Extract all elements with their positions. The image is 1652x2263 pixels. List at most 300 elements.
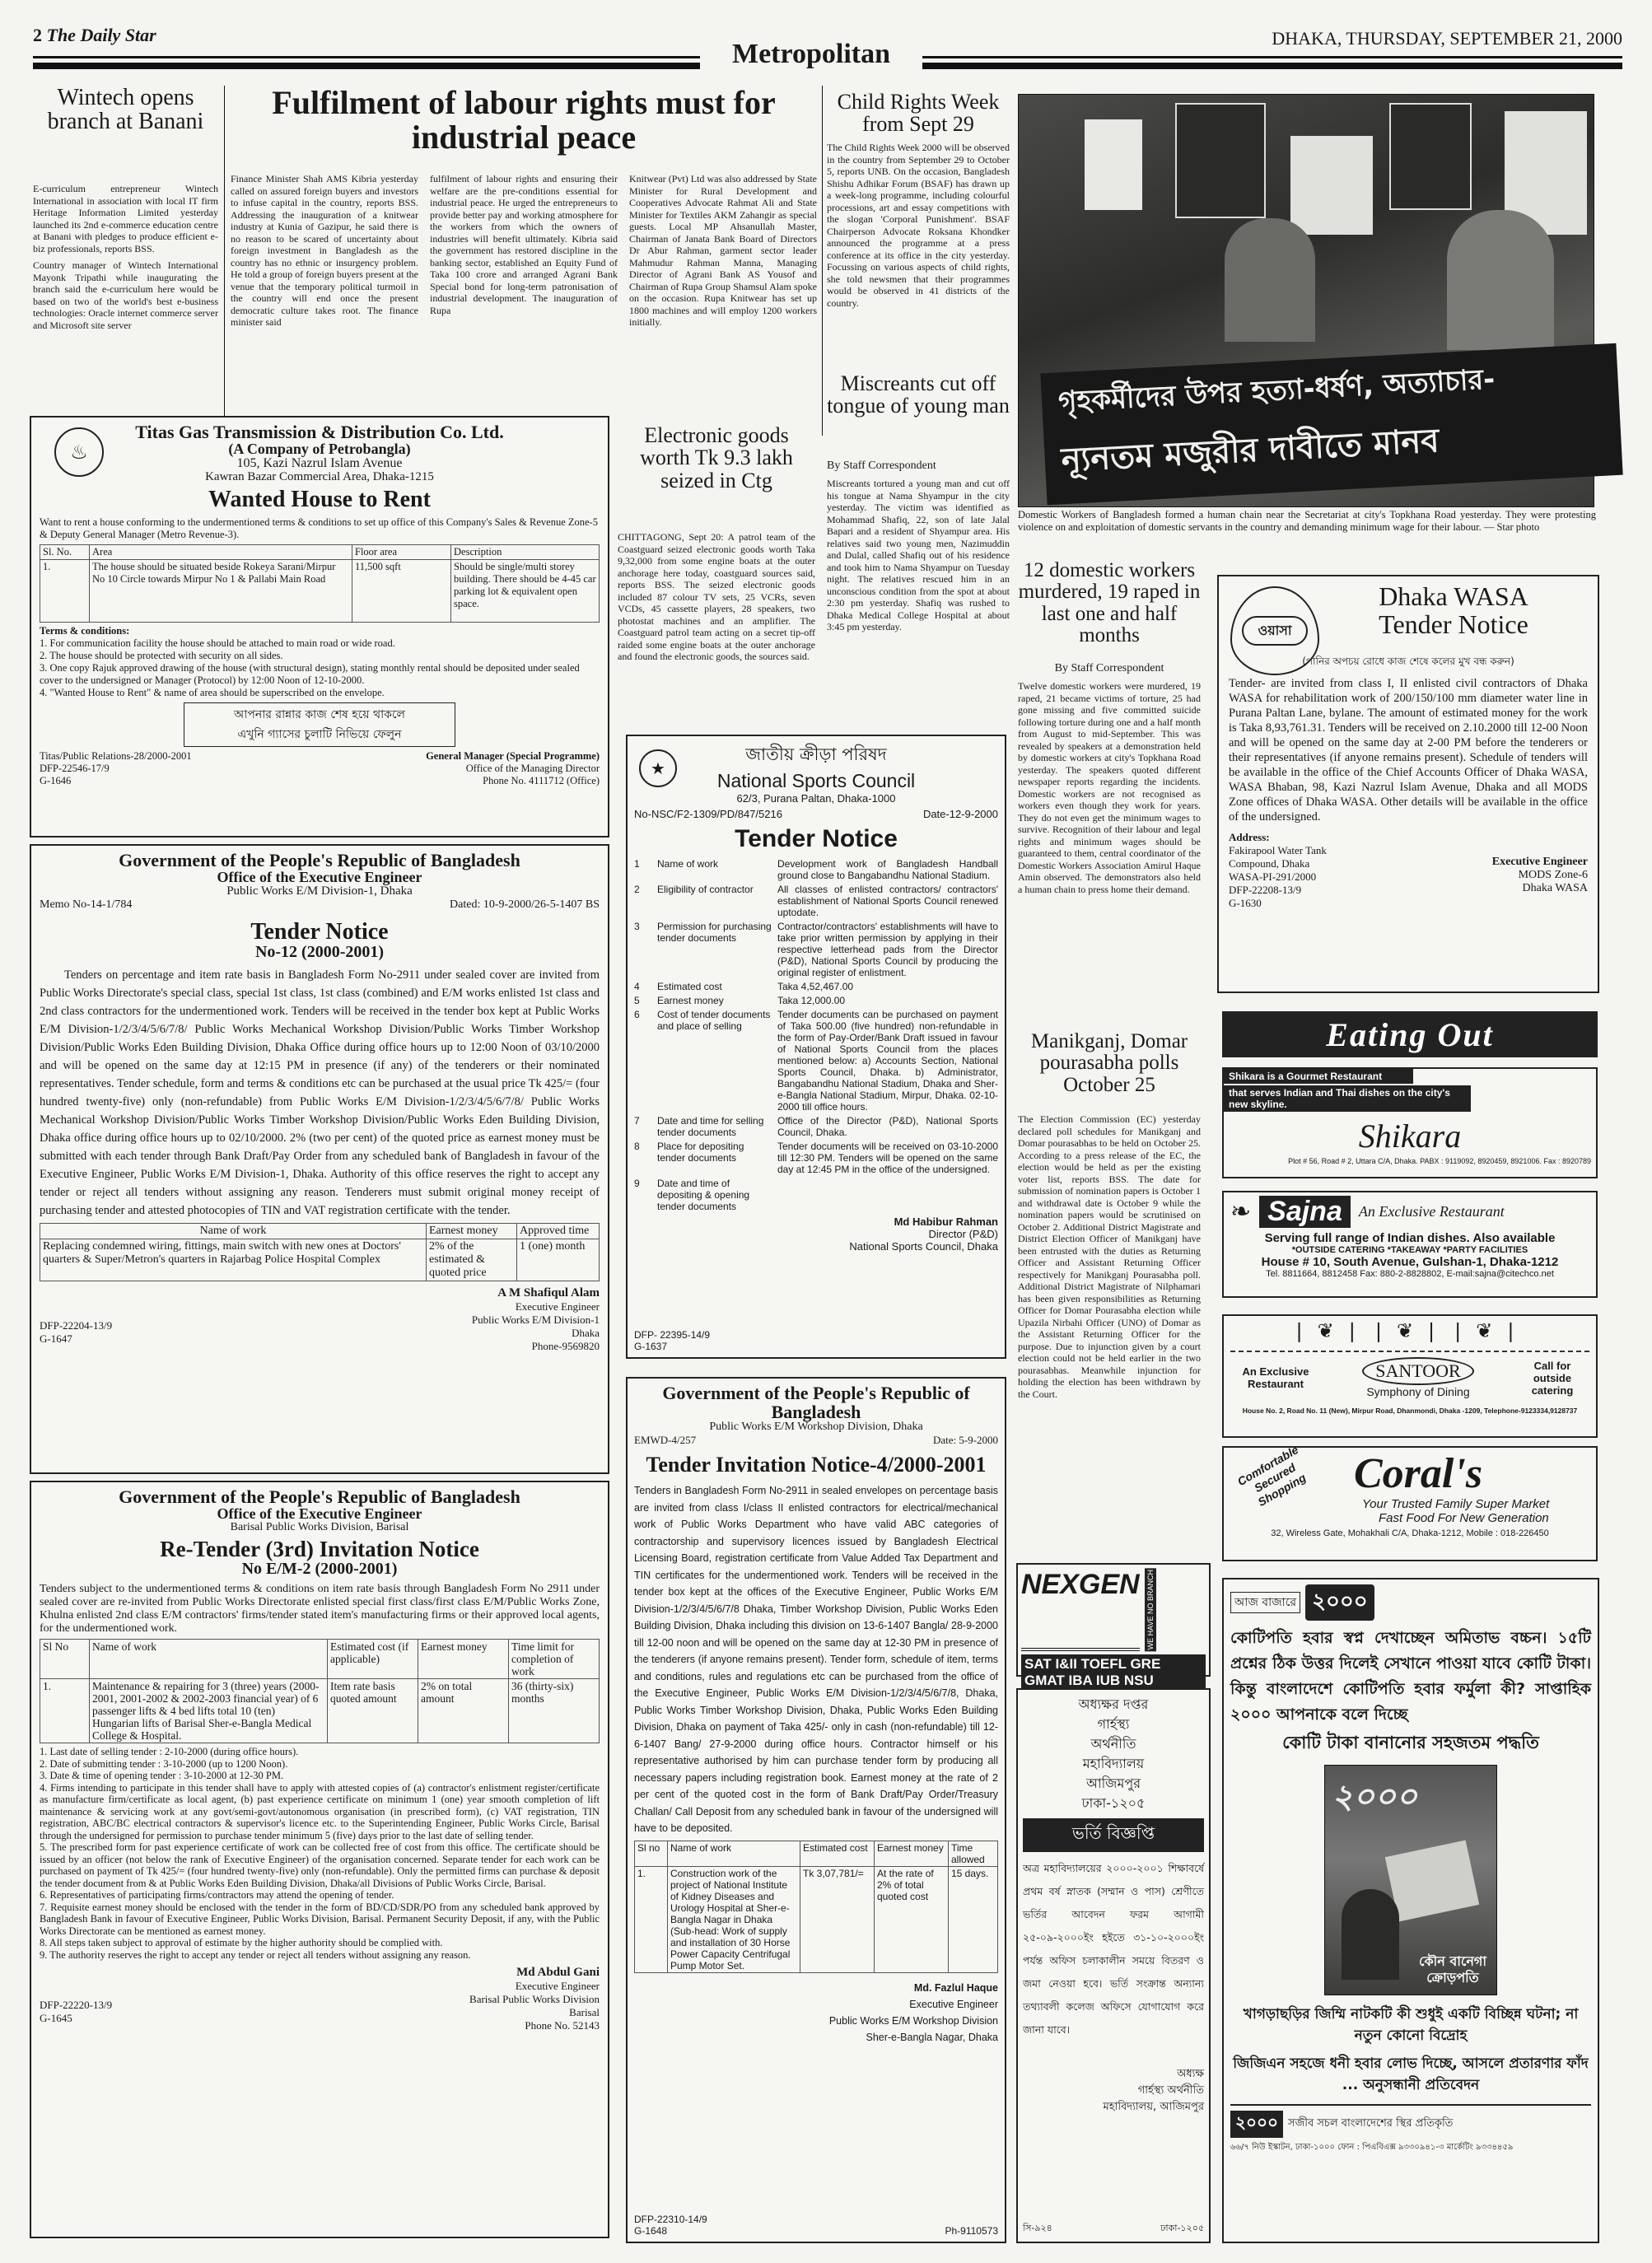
corals-logo: Coral's (1354, 1450, 1483, 1497)
row-label: Date and time of depositing & opening tender documents (657, 1178, 750, 1212)
header-line: অধ্যক্ষর দপ্তর (1078, 1696, 1149, 1712)
paragraph: Country manager of Wintech International Mayonk Tripathi while inaugurating the branch said the e-curriculum here would be based on two of the world's best e-business technologies: Oracle internet commerce server and Microsoft site server (33, 259, 218, 331)
page-folio (33, 25, 165, 49)
protest-banner (1040, 343, 1622, 505)
row-label: Estimated cost (657, 981, 722, 992)
notice-date: Date: 5-9-2000 (932, 1433, 998, 1446)
row-number: 6 (634, 1009, 640, 1020)
tagline: Symphony of Dining (1366, 1385, 1470, 1398)
headline: Electronic goods worth Tk 9.3 lakh seized in Ctg (640, 423, 793, 492)
address: Plot # 56, Road # 2, Uttara C/A, Dhaka. PABX : 9119092, 8920459, 8921006. Fax : 8920789 (1288, 1157, 1591, 1165)
cheque-icon (1385, 1840, 1479, 1921)
address: 105, Kazi Nazrul Islam Avenue (236, 455, 403, 470)
row-value: Taka 12,000.00 (777, 995, 846, 1006)
tag: আজ বাজারে (1230, 1592, 1300, 1613)
sign-line: Phone-9569820 (531, 1340, 600, 1353)
signature (634, 1980, 998, 2046)
ref: G-1647 (40, 1332, 72, 1346)
cell: 1. (40, 1679, 90, 1743)
row-number: 4 (634, 981, 640, 992)
paragraph: E-curriculum entrepreneur Wintech International in association with local IT firm Heritage Information Limited yesterday launched its 2nd e-commerce education centre at Banani with pledges to produce efficient e-biz professionals, reports BSS. (33, 183, 218, 254)
person (1447, 210, 1554, 350)
ref: DFP-22204-13/9 (40, 1319, 113, 1332)
col-header: Name of work (40, 1224, 427, 1239)
brand-logo: ২০০০ (1305, 1584, 1374, 1621)
col-header: Approved time (517, 1224, 600, 1239)
header-line: ঢাকা-১২০৫ (1081, 1795, 1146, 1811)
condition: 9. The authority reserves the right to accept any tender or reject all tenders without assigning any reason. (40, 1948, 471, 1961)
cell: 1. (635, 1866, 668, 1972)
col-header: Sl no (635, 1841, 668, 1866)
cover-headline: কৌন বানেগা ক্রোড়পতি (1418, 1953, 1487, 1985)
notice-no: No-12 (2000-2001) (254, 943, 385, 962)
col-header: Sl No (40, 1640, 90, 1679)
ref: DFP-22546-17/9 (40, 762, 110, 774)
sign-line: Phone No. 52143 (525, 2019, 600, 2032)
govt-title: Government of the People's Republic of Bangladesh (662, 1383, 970, 1423)
nsc-row (634, 1141, 998, 1175)
address: House # 10, South Avenue, Gulshan-1, Dhaka-1212 (1261, 1255, 1559, 1269)
paper-name: The Daily Star (46, 25, 156, 45)
ref: G-1648 (634, 2225, 668, 2237)
address: House No. 2, Road No. 11 (New), Mirpur Road, Dhanmondi, Dhaka -1209, Telephone-9123334,9128737 (1242, 1407, 1578, 1415)
row-label: Earnest money (657, 995, 724, 1006)
sign-line: Executive Engineer (515, 1300, 600, 1313)
row-value: Contractor/contractors' establishments will have to take prior written permission by applying in their respective letterhead pads from the Director (P&D), National Sports Council by producing the original register of enlistment. (777, 921, 998, 978)
division: Barisal Public Works Division, Barisal (230, 1520, 409, 1533)
ref: DFP-22208-13/9 (1229, 884, 1302, 897)
condition: 6. Representatives of participating firms/contractors may attend the opening of tender. (40, 1889, 394, 1901)
tagline: that serves Indian and Thai dishes on the city's new skyline. (1224, 1085, 1471, 1112)
ad-copy: কোটিপতি হবার স্বপ্ন দেখাচ্ছেন অমিতাভ বচ্চন। ১৫টি প্রশ্নের ঠিক উত্তর দিলেই সেখানে পাওয়া যাবে কোটি টাকা। কিন্তু বাংলাদেশে কোটিপতি হবার ফর্মুলা কী? সাপ্তাহিক ২০০০ আপনাকে বলে দিচ্ছে (1230, 1629, 1591, 1724)
safety-message (184, 702, 455, 747)
cell: Item rate basis quoted amount (328, 1679, 418, 1743)
sign-line: গার্হস্থ্য অর্থনীতি (1137, 2084, 1204, 2097)
bn-line: আপনার রান্নার কাজ শেষ হয়ে থাকলে (234, 707, 405, 721)
cell: 2% on total amount (418, 1679, 509, 1743)
terms-heading: Terms & conditions: (40, 624, 130, 637)
memo-date: Dated: 10-9-2000/26-5-1407 BS (450, 898, 600, 911)
header-line: আজিমপুর (1085, 1775, 1141, 1791)
condition: 3. Date & time of opening tender : 3-10-2000 at 12-30 PM. (40, 1770, 284, 1782)
headline: Miscreants cut off tongue of young man (827, 371, 1010, 418)
sign-line: MODS Zone-6 (1518, 869, 1588, 882)
sign-line: Director (P&D) (928, 1228, 998, 1240)
placard (1175, 103, 1266, 218)
article-miscreants (827, 372, 1010, 710)
sign-line: Public Works E/M Division-1 (471, 1313, 600, 1327)
sign-line: Dhaka (572, 1327, 600, 1340)
paragraph: The Election Commission (EC) yesterday declared poll schedules for Manikganj and Domar pourasabhas to be held on October 25. According to a press release of the EC, the election would be held as per the existing voter list, reports BSS. The date for submission of nomination papers is October 1 and withdrawal date is October 9 while the nomination papers would be scrutinised on October 2. Additional District Magistrate and District Election Officer of Manikganj have been entrusted with the duties as Returning Officer and Assistant Returning Officer respectively for Manikganj Pourasabha poll. Additional District Magistrate of Nilphamari has been given responsibilities as Returning Officer for Domar Pourasabha election while Upazila Nirbahi Officer (UNO) of Domar as the Assistant Returning Officer for the purpose. Due to injunction given by a court election could not be held earlier in the two pourasabhas. Meanwhile injunction for holding the election has been withdrawn by the Court. (1018, 1113, 1201, 1400)
ad-refs (1023, 2221, 1204, 2237)
nsc-row (634, 1178, 998, 1212)
nsc-logo-icon: ★ (639, 749, 677, 787)
row-number: 9 (634, 1178, 640, 1189)
placard (1085, 119, 1142, 210)
column-text: Knitwear (Pvt) Ltd was also addressed by State Minister for Rural Development and Cooperatives Advocate Rahmat Ali and State Minister for Textiles AKM Zahangir as special guests. Local MP Ahsanullah Master, Chairman of Janata Bank Board of Directors Dr Abur Rahman, garment sector leader Mahmudur Rahman Manna, Managing Director of Agrani Bank AS Yousof and Chairman of Rupa Group Shamsul Alam spoke on the occasion. Rupa Knitwear has set up 1800 machines and will employ 1200 workers initially. (629, 173, 817, 328)
term: 4. "Wanted House to Rent" & name of area should be superscribed on the envelope. (40, 686, 385, 698)
col-header: Description (451, 544, 600, 559)
ad-title: Wanted House to Rent (208, 486, 431, 512)
sign-line: Office of the Managing Director (465, 762, 600, 774)
address: 62/3, Purana Paltan, Dhaka-1000 (736, 792, 896, 805)
cell: Maintenance & repairing for 3 (three) years (2000-2001, 2001-2002 & 2002-2003 financial year) of 6 passenger lifts & 4 bed lifts total 10 (ten) Hungarian lifts of Barisal Sher-e-Bangla Medical College & Hospital. (90, 1679, 328, 1743)
council-name-bn: জাতীয় ক্রীড়া পরিষদ (745, 744, 887, 764)
column-rule (822, 86, 823, 436)
row-label: Name of work (657, 858, 719, 870)
wasa-logo-icon (1230, 586, 1319, 675)
cell: Should be single/multi storey building. There should be 4-45 car parking lot & equivalent open space. (451, 559, 600, 622)
row-number: 2 (634, 884, 640, 895)
division: Public Works E/M Workshop Division, Dhaka (709, 1421, 923, 1434)
council-name: National Sports Council (716, 770, 916, 791)
condition: 2. Date of submitting tender : 3-10-2000 (up to 1200 Noon). (40, 1757, 288, 1770)
address-line: Compound, Dhaka (1229, 857, 1310, 870)
requirements-table (40, 544, 600, 623)
shikara-ad (1222, 1067, 1598, 1178)
paragraph: Twelve domestic workers were murdered, 19 raped, 21 became victims of torture, 25 had gone missing and five committed suicide following torture during one and a half month from August to mid-September. This was revealed by speakers at a demonstration held by domestic workers at city's Topkhana Road yesterday. The speakers quoted different newspaper reports regarding the incidents. Domestic workers are not recognised as workers even though they work for years. They do not even get the minimum wages to survive. Recognition of their labour and legal rights and minimum wages should be guaranteed to them, central coordinator of the Domestic Workers Association Amirul Haque Amin observed. The demonstrators also held a human chain to press home their demand. (1018, 680, 1201, 895)
nsc-row (634, 1115, 998, 1138)
row-number: 8 (634, 1141, 640, 1152)
col-header: Earnest money (875, 1841, 949, 1866)
photo-caption (1018, 509, 1596, 558)
sign-line: মহাবিদ্যালয়, আজিমপুর (1103, 2101, 1204, 2113)
nsc-row (634, 858, 998, 881)
headline: 12 domestic workers murdered, 19 raped in last one and half months (1018, 559, 1201, 646)
conditions-list (40, 1746, 600, 1961)
column-text: fulfilment of labour rights and ensuring their welfare are the pre-conditions essential for industrial peace. He urged the entrepreneurs to provide better pay and working atmosphere for the workers from which the owners of industries will benefit ultimately. Kibria said the government has restored discipline in the banking sector, established an Equity Fund of Taka 100 crore and arranged Agrani Bank Special bond for long-term patronisation of industrial development. The inauguration of Rupa (430, 173, 618, 316)
tagline: An Exclusive Restaurant (1358, 1203, 1505, 1220)
ad-line: *OUTSIDE CATERING *TAKEAWAY *PARTY FACILITIES (1291, 1245, 1528, 1255)
ad-line: Call for outside catering (1531, 1359, 1574, 1397)
address-heading: Address: (1229, 831, 1270, 844)
headline: Wintech opens branch at Banani (47, 85, 204, 135)
ad-refs (40, 1286, 112, 1353)
column-text: Finance Minister Shah AMS Kibria yesterday called on assured foreign buyers and investors to infuse capital in the country, reports BSS. Addressing the inauguration of a knitwear industry at Kunia of Gazipur, he said there is no reason to be scared of uncertainty about foreign investment in Bangladesh as the country has no ethnic or insurgency problem. He told a group of foreign buyers present at the venue that the temporary political turmoil in the country will end once the present democratic culture takes root. The finance minister said (231, 173, 418, 328)
ad-refs (40, 750, 192, 787)
courses: SAT I&II TOEFL GRE GMAT IBA IUB NSU (1021, 1654, 1206, 1691)
cell: 36 (thirty-six) months (509, 1679, 600, 1743)
row-value: Tender documents will be received on 03-10-2000 till 12:30 PM. Tenders will be opened on the same day at 12:45 PM in the office of the undersigned. (777, 1141, 998, 1175)
col-header: Earnest money (427, 1224, 517, 1239)
pwd-em-workshop-tender (626, 1377, 1006, 2243)
col-header: Estimated cost (if applicable) (328, 1640, 418, 1679)
col-header: Time limit for completion of work (509, 1640, 600, 1679)
notice-body: Tenders subject to the undermentioned terms & conditions on item rate basis through Bangladesh Form No 2911 under sealed cover are re-invited from Public Works Directorate enlisted special first class/first class E/M/Public Works Zone, Khulna enlisted 2nd class E/M contractors' firms/tender stated item's manufacturing firms or their approved local agents, for the undermentioned work. (40, 1583, 600, 1635)
row-label: Cost of tender documents and place of selling (657, 1009, 771, 1032)
banner-line: ন্যূনতম মজুরীর দাবীতে মানব (1060, 422, 1440, 480)
side-label: WE HAVE NO BRANCH (1146, 1570, 1155, 1650)
article-wintech (33, 86, 218, 440)
ad-refs (634, 1329, 710, 1352)
address: 32, Wireless Gate, Mohakhali C/A, Dhaka-1212, Mobile : 018-226450 (1271, 1528, 1549, 1538)
ref: সি-৯২৪ (1023, 2223, 1052, 2233)
cell: The house should be situated beside Rokeya Sarani/Mirpur No 10 Circle towards Mirpur No 1 & Pallabi Main Road (90, 559, 352, 622)
ref: DFP-22310-14/9 (634, 2214, 707, 2225)
row-label: Date and time for selling tender documents (657, 1115, 764, 1138)
article-electronic-goods (618, 424, 815, 725)
address-line: Fakirapool Water Tank (1229, 844, 1327, 857)
pwd-em-division-1-tender (30, 844, 609, 1474)
paragraph: The Child Rights Week 2000 will be observed in the country from September 29 to October 5, reports UNB. On the occasion, Bangladesh Shishu Adhikar Forum (BSAF) has drawn up a week-long programme, including colourful processions, art and essay competitions with the slogan 'Corporal Punishment'. BSAF Chairperson Advocate Roksana Khondker announced the programme at a press conference at its office in the city yesterday. Focussing on various aspects of child rights, she told newsmen that their programmes would be observed in 41 districts of the country. (827, 142, 1010, 309)
company-sub: (A Company of Petrobangla) (228, 441, 411, 458)
person (1342, 1889, 1399, 1980)
sign-line: Executive Engineer (1491, 856, 1588, 869)
cover-title: ২০০০ (1332, 1778, 1418, 1816)
article-manikganj-polls (1018, 1031, 1201, 1591)
stamp: Comfortable Secured Shopping (1234, 1443, 1309, 1509)
sign-line: Sher-e-Bangla Nagar, Dhaka (866, 2031, 998, 2043)
notice-body: Tenders on percentage and item rate basis in Bangladesh Form No-2911 under sealed cover are invited from Public Works Directorate's special class, special 1st class, 1st class (combined) and E/M works enlisted 1st class and 2nd class contractors for the undermentioned work. Tenders will be received in the tender box kept at Public Works E/M Division-1/2/3/4/5/6/7/8/ Public Works Mechanical Workshop Division/Public Works Timber Workshop Division/Public Works Eden Building Division, Dhaka Office during office hours up to 12:00 Noon of 03/10/2000 and will be opened on the same day at 12:15 PM in presence (if any) of the tenderers or their nominated representatives. Tender schedule, form and terms & conditions etc can be purchased at the usual price Tk 425/= (four hundred twenty-five) only (non-refundable) from Public Works E/M Division-1/2/3/4/5/6/7/8/ Public Works Mechanical Workshop Division/Public Works Timber Workshop Division/Public Works Eden Building Division, Dhaka office during office hours up to 02/10/2000. 2% (two per cent) of the quoted price as earnest money must be submitted with each tender through Bank Draft/Pay Order from any scheduled bank of Bangladesh in favour of the Executive Engineer, Public Works E/M Division-1, Dhaka. Authority of this office reserves the right to accept any tender or reject all tenders without assigning any reason. Tenderers must submit original money receipt of purchasing tender and attested photocopies of TIN and VAT registration certificate with the tender. (40, 968, 600, 1218)
division: Public Works E/M Division-1, Dhaka (226, 884, 413, 898)
col-header: Estimated cost (800, 1841, 875, 1866)
notice-body: Tenders in Bangladesh Form No-2911 in sealed envelopes on percentage basis are invited from class I/class II enlisted contractors for electrical/mechanical work of Public Works Department who have valid ABC categories of contractorship and supervisory licences issued by Bangladesh Electrical Licensing Board, registration certificate from Value Added Tax Department and TIN certificates for the undermentioned work. Tenders will be received in the tender box kept at the offices of the Executive Engineer, Public Works E/M Division-1/2/3/4/5/6/7/8 Dhaka, Timber Workshop Division, Public Works Eden Building Division, Dhaka including this division on 13-6-1407 Bangla/ 28-9-2000 till 12-00 noon and will be opened on the same day at 12-30 PM in presence of the tenderers (if anyone remains present). Tender form, schedule of item, terms and conditions, rules and regulations etc can be purchased from the office of the Executive Engineer, Public Works E/M Division-1/2/3/4/5/6/7/8, Dhaka, Public Works Timber Workshop Division, Dhaka, Public Works Eden Building Division, Dhaka on payment of Taka 425/- only in cash (non-refundable) till 12-6-1407 Bang/ 27-9-2000 during office hours. Contractor himself or his representative authorised by him can purchase tender form by producing all necessary papers including registration book. Earnest money at the rate of 2 per cent of the quoted cost in the form of Bank Draft/Pay Order/Treasury Challan/ Call Deposit from any scheduled bank in favour of the undersigned will have to be deposited. (634, 1485, 998, 1835)
headline: Fulfilment of labour rights must for industrial peace (272, 84, 776, 156)
row-value: Taka 4,52,467.00 (777, 981, 854, 992)
cell: Tk 3,07,781/= (800, 1866, 875, 1972)
sign-line: Phone No. 4111712 (Office) (483, 774, 600, 786)
column-rule (224, 86, 225, 436)
ad-refs (634, 2214, 998, 2237)
condition: 7. Requisite earnest money should be enclosed with the tender in the form of BD/CD/SDR/PO from any scheduled bank approved by Bangladesh Bank in favour of Executive Engineer, Public Works Division, Barisal. Permanent Security Deposit, if any, with the Public Works Directorate can be mentioned as earnest money. (40, 1901, 600, 1937)
header-line: অর্থনীতি (1090, 1736, 1136, 1752)
sajna-emblem-icon: ❧ (1230, 1198, 1252, 1225)
notice-title: ভর্তি বিজ্ঞপ্তি (1023, 1818, 1204, 1852)
ref: DFP- 22395-14/9 (634, 1329, 711, 1341)
header-line: মহাবিদ্যালয় (1082, 1756, 1145, 1771)
tagline: Fast Food For New Generation (1379, 1511, 1549, 1525)
sign-line: National Sports Council, Dhaka (849, 1240, 998, 1253)
caption-text: Domestic Workers of Bangladesh formed a human chain near the Secretariat at city's Topkhana Road yesterday. They were protesting violence on and exploitation of domestic servants in the country and demanding minimum wage for their labour. (1018, 509, 1596, 533)
row-value (777, 1178, 998, 1212)
row-value: Tender documents can be purchased on payment of Taka 500.00 (five hundred) non-refundable in the form of Pay-Order/Bank Draft issued in favour of National Sports Council from the places mentioned below: a) Accounts Section, National Sports Council, Dhaka. b) Administrator, Bangabandhu National Stadium, Dhaka and Sher-e-Bangla National Stadium, Mirpur, Dhaka. 02-10-2000 till office hours. (777, 1009, 998, 1113)
nexgen-ad (1016, 1563, 1211, 1689)
govt-title: Government of the People's Republic of Bangladesh (119, 850, 520, 870)
news-photo (1018, 94, 1594, 507)
sign-line: Executive Engineer (909, 1998, 998, 2010)
ad-copy: জিজিএন সহজে ধনী হবার লোভ দিচ্ছে, আসলে প্রতারণার ফাঁদ ... অনুসন্ধানী প্রতিবেদন (1233, 2055, 1589, 2093)
notice-body: Tender- are invited from class I, II enlisted civil contractors of Dhaka WASA for rehabilitation work of 200/150/100 mm diameter water line in Purana Paltan Lane, bylane. The amount of estimated money for the work is Taka 8,93,761.31. Tenders will be received on 2.10.2000 till 12-00 Noon and will be opened on the same day at 2-00 PM before the tenderers or their representatives (if anyone remains present). Schedule of tenders will be available in the office of the Chief Accounts Officer of Dhaka WASA, WASA Bhaban, 98, Kazi Nazrul Islam Avenue, Dhaka and all MODS Zone offices of Dhaka WASA. Other details will be available in the office of the undersigned. (1229, 677, 1588, 824)
article-domestic-workers (1018, 560, 1201, 1029)
row-value: Development work of Bangladesh Handball ground close to Bangabandhu National Stadium. (777, 858, 998, 881)
notice-title: Tender Notice (735, 825, 898, 852)
bn-line: এখুনি গ্যাসের চুলাটি নিভিয়ে ফেলুন (237, 727, 402, 741)
office-title: Office of the Executive Engineer (217, 869, 422, 886)
term: 2. The house should be protected with security on all sides. (40, 649, 283, 661)
brand-logo: ২০০০ (1230, 2111, 1283, 2138)
memo-no: Memo No-14-1/784 (40, 898, 133, 911)
signature (469, 1966, 600, 2032)
sign-line: Public Works E/M Workshop Division (828, 2014, 998, 2027)
ref: ঢাকা-১২০৫ (1160, 2223, 1204, 2233)
col-header: Area (90, 544, 352, 559)
byline: By Staff Correspondent (1054, 662, 1164, 674)
article-labour-rights (231, 86, 817, 438)
govt-title: Government of the People's Republic of Bangladesh (119, 1486, 520, 1507)
nsc-rows (634, 858, 998, 1212)
sign-line: Md Habibur Rahman (894, 1215, 998, 1228)
sign-line: Executive Engineer (515, 1980, 600, 1993)
row-number: 5 (634, 995, 640, 1006)
row-label: Permission for purchasing tender documents (657, 921, 772, 944)
ref: G-1646 (40, 774, 72, 786)
magazine-cover (1324, 1765, 1497, 1995)
cell: 2% of the estimated & quoted price (427, 1239, 517, 1281)
cell: 1. (40, 559, 90, 622)
banner-line: গৃহকর্মীদের উপর হত্যা-ধর্ষণ, অত্যাচার- (1057, 362, 1496, 419)
decorative-border-icon: ❘❦❘❘❦❘❘❦❘ (1230, 1319, 1589, 1352)
work-table (634, 1841, 998, 1973)
sajna-ad (1222, 1191, 1598, 1298)
placard (1290, 136, 1373, 235)
signature (426, 750, 600, 787)
notice-date: Date-12-9-2000 (922, 808, 998, 820)
college-header (1023, 1695, 1204, 1813)
eating-out-banner: Eating Out (1222, 1011, 1598, 1057)
nsc-row (634, 921, 998, 978)
condition: 5. The prescribed form for past experience certificate of work can be collected free of cost from this office. The certificate should be issued by an officer (not below the rank of Executive Engineer) of the organisation concerned. Separate tender for each work can be purchased on payment of Tk 425/= (four hundred twenty-five) only (non-refundable). Only the permitted firms can purchase & deposit the tender document from & at Public Works Eden Building Division, Dhaka/all Divisions of Public Works Circle, Barisal. (40, 1841, 600, 1889)
address (1229, 831, 1327, 910)
cell: 1 (one) month (517, 1239, 600, 1281)
ref: WASA-PI-291/2000 (1229, 870, 1317, 884)
sign-line: অধ্যক্ষ (1177, 2068, 1204, 2080)
sajna-logo: Sajna (1259, 1196, 1351, 1228)
headline: Manikganj, Domar pourasabha polls October 25 (1030, 1030, 1188, 1096)
nsc-row (634, 995, 998, 1006)
condition: 1. Last date of selling tender : 2-10-2000 (during office hours). (40, 1746, 299, 1758)
office-title: Office of the Executive Engineer (217, 1505, 422, 1523)
work-table (40, 1639, 600, 1743)
sign-line: A M Shafiqul Alam (497, 1286, 600, 1300)
row-number: 3 (634, 921, 640, 932)
notice-title: Tender Invitation Notice-4/2000-2001 (646, 1452, 987, 1477)
headline: Child Rights Week from Sept 29 (837, 90, 1000, 137)
row-label: Eligibility of contractor (657, 884, 754, 895)
saptahik-2000-ad (1222, 1578, 1599, 2243)
col-header: Name of work (668, 1841, 800, 1866)
sign-line: Barisal Public Works Division (469, 1993, 600, 2006)
notice-no: No-NSC/F2-1309/PD/847/5216 (634, 808, 782, 820)
row-label: Place for depositing tender documents (657, 1141, 744, 1164)
tagline: Your Trusted Family Super Market (1362, 1497, 1550, 1511)
col-header: Time allowed (949, 1841, 998, 1866)
ref: DFP-22220-13/9 (40, 1999, 113, 2012)
ad-line: Serving full range of Indian dishes. Also available (1264, 1231, 1556, 1245)
cell: At the rate of 2% of total quoted cost (875, 1866, 949, 1972)
col-header: Name of work (90, 1640, 328, 1679)
section-title: Metropolitan (700, 40, 922, 77)
sign-line: Dhaka WASA (1522, 882, 1588, 895)
signature (1023, 2066, 1204, 2116)
condition: 4. Firms intending to participate in this tender shall have to apply with attested copies of (a) contractor's enlistment register/certificate as manufacture firm/certificate as local agent, (b) past experience certificate on minimum 1 (one) year smooth completion of lift maintenance & servicing work at any govt/semi-govt/autonomous organisation (in prescribed form), (c) VAT registration, TIN registration, ABC/BC electrical contractors & supervisor's licence etc. to the Superintending Engineer, Public Works Circle, Barisal through the undersigned for permission to purchase tender minimum 5 (five) days prior to the last date of selling tender. (40, 1781, 600, 1841)
logo-text: ওয়াসা (1242, 616, 1308, 646)
row-number: 7 (634, 1115, 640, 1127)
nsc-row (634, 884, 998, 918)
terms-list (40, 637, 600, 699)
nexgen-logo: NEXGEN (1021, 1568, 1140, 1651)
signature (472, 1286, 600, 1353)
title: Tender Notice (1379, 609, 1528, 639)
photo-credit: — Star photo (1483, 521, 1540, 533)
work-table (40, 1223, 600, 1281)
col-header: Sl. No. (40, 544, 90, 559)
ad-refs (40, 1966, 112, 2032)
santoor-ad (1222, 1314, 1598, 1438)
shikara-logo: Shikara (1358, 1118, 1462, 1155)
dateline: DHAKA, THURSDAY, SEPTEMBER 21, 2000 (1272, 28, 1622, 49)
dhaka-wasa-tender (1217, 575, 1599, 993)
paragraph: CHITTAGONG, Sept 20: A patrol team of the Coastguard seized electronic goods worth Taka 9,32,000 from some engine boats at the outer anchorage here today, coastguard sources said, reports BSS. The seized electronic goods included 87 colour TV sets, 25 VCRs, seven VCDs, 45 cassette players, 28 speakers, two photostat machines and an amplifier. The Coastguard patrol team acting on a secret tip-off raided some engine boats at the outer anchorage and found the electronic goods, the sources said. (618, 531, 815, 662)
notice-no: No E/M-2 (2000-2001) (241, 1560, 398, 1579)
cell: Replacing condemned wiring, fittings, main switch with new ones at Doctors' quarters & Super/Metron's quarters in Rajarbag Police Hospital Complex (40, 1239, 427, 1281)
term: 1. For communication facility the house should be attached to main road or wide road. (40, 637, 395, 649)
ref: G-1645 (40, 2012, 72, 2025)
ad-headline: কোটি টাকা বানানোর সহজতম পদ্ধতি (1282, 1733, 1539, 1752)
address: ৬৬/৭ নিউ ইস্কাটন, ঢাকা-১০০০ ফোন : পিএবিএক্স ৯৩৩০৯৪১-৩ মার্কেটিং ৯৩৩৪৪৫৯ (1230, 2143, 1514, 2152)
notice-title: Tender Notice (250, 918, 389, 945)
phone: Ph-9110573 (945, 2225, 998, 2237)
pwd-barisal-retender (30, 1481, 609, 2238)
tagline: Shikara is a Gourmet Restaurant (1224, 1069, 1413, 1084)
water-saving-line: (পানির অপচয় রোধে কাজ শেষে কলের মুখ বন্ধ করুন) (1302, 656, 1514, 668)
signature (1492, 831, 1588, 910)
ref: Titas/Public Relations-28/2000-2001 (40, 749, 192, 762)
ad-copy: খাগড়াছড়ির জিম্মি নাটকটি কী শুধুই একটি বিচ্ছিন্ন ঘটনা; না নতুন কোনো বিদ্রোহ (1243, 2006, 1579, 2044)
notice-no: EMWD-4/257 (634, 1433, 697, 1446)
titas-logo-icon: ♨ (54, 427, 104, 477)
col-header: Earnest money (418, 1640, 509, 1679)
col-header: Floor area (352, 544, 451, 559)
page-number: 2 (33, 25, 42, 45)
title: Dhaka WASA (1379, 581, 1528, 611)
cell: 15 days. (949, 1866, 998, 1972)
placard (1389, 103, 1472, 210)
tagline: সজীব সচল বাংলাদেশের স্থির প্রতিকৃতি (1288, 2117, 1454, 2130)
ref: G-1630 (1229, 897, 1262, 910)
ad-line: An Exclusive Restaurant (1242, 1365, 1309, 1390)
college-admission-notice (1016, 1688, 1211, 2243)
signature (634, 1215, 998, 1253)
term: 3. One copy Rajuk approved drawing of the house (with structural design), stating monthly rental should be deposited under sealed cover to the undersigned or Manager (Protocol) by 12:00 Noon of 12-10-2000. (40, 661, 580, 686)
nsc-tender-notice (626, 735, 1006, 1359)
article-child-rights (827, 91, 1010, 371)
sign-line: Barisal (569, 2006, 600, 2019)
ref: G-1637 (634, 1341, 668, 1352)
sign-line: Md. Fazlul Haque (913, 1981, 998, 1994)
condition: 8. All steps taken subject to approval of estimate by the higher authority should be complied with. (40, 1937, 443, 1949)
row-value: All classes of enlisted contractors/ contractors' establishment of National Sports Council renewed uptodate. (777, 884, 998, 918)
paragraph: Miscreants tortured a young man and cut off his tongue at Nama Shyampur in the city yesterday. The victim was identified as Mohammad Shafiq, 22, son of late Jalal Bapari and a resident of Shyampur area. His relatives said two young men, Nazimuddin and Dulal, called Shafiq out of his residence and took him to Nama Shyampur on Tuesday night. The relatives rescued him in an unconscious condition from the spot at about 2:30 pm yesterday. Shafiq was rushed to Dhaka Medical College Hospital at about 3:45 pm yesterday. (827, 478, 1010, 632)
row-value: Office of the Director (P&D), National Sports Council, Dhaka. (777, 1115, 998, 1138)
nsc-row (634, 1009, 998, 1113)
titas-gas-ad (30, 416, 609, 838)
cell: Construction work of the project of National Institute of Kidney Diseases and Urology Hospital at Sher-e-Bangla Nagar in Dhaka (Sub-head: Work of supply and installation of 30 Horse Power Capacity Centrifugal Pump Motor Set. (668, 1866, 800, 1972)
santoor-logo: SANTOOR (1362, 1357, 1474, 1385)
sign-line: General Manager (Special Programme) (426, 749, 600, 762)
intro: Want to rent a house conforming to the undermentioned terms & conditions to set up office of this Company's Sales & Revenue Zone-5 & Deputy General Manager (Metro Revenue-3). (40, 516, 598, 540)
row-number: 1 (634, 858, 640, 870)
notice-title: Re-Tender (3rd) Invitation Notice (160, 1536, 479, 1561)
byline: By Staff Correspondent (827, 460, 936, 472)
sign-line: Md Abdul Gani (516, 1966, 600, 1980)
corals-ad (1222, 1443, 1598, 1561)
notice-body: অত্র মহাবিদ্যালয়ের ২০০০-২০০১ শিক্ষাবর্ষে প্রথম বর্ষ স্নাতক (সম্মান ও পাস) শ্রেণীতে ভর্তির আবেদন ফরম আগামী ২৫-০৯-২০০০ইং হইতে ৩১-১০-২০০০ইং পর্যন্ত অফিস চলাকালীন সময়ে বিতরণ ও জমা নেওয়া হবে। ভর্তি সংক্রান্ত অন্যান্য তথ্যাবলী কলেজ অফিসে যোগাযোগ করে জানা যাবে। (1023, 1862, 1204, 2036)
person (1225, 218, 1315, 342)
header-line: গার্হস্থ্য (1097, 1716, 1130, 1732)
address: Kawran Bazar Commercial Area, Dhaka-1215 (205, 469, 434, 483)
cell: 11,500 sqft (352, 559, 451, 622)
nsc-row (634, 981, 998, 992)
